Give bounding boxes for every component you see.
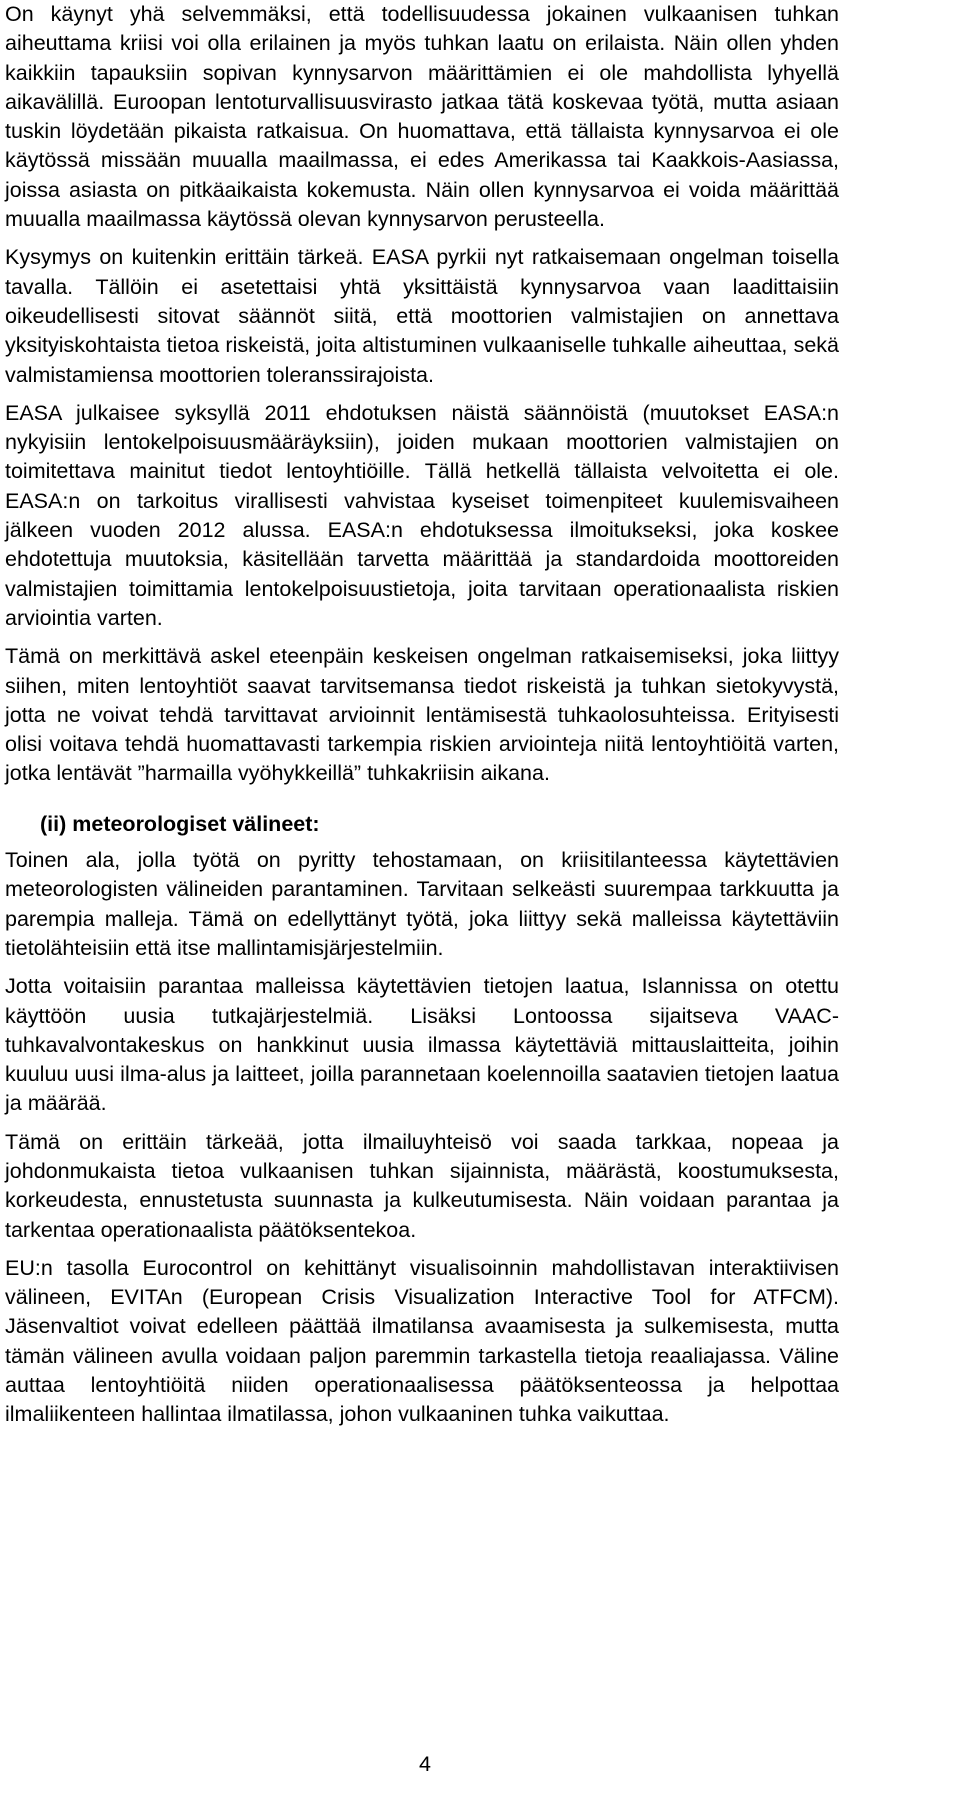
paragraph-significant-step: Tämä on merkittävä askel eteenpäin keskeisen ongelman ratkaisemiseksi, joka liittyy siihen, miten lentoyhtiöt saavat tarvitsemansa tiedot riskeistä ja tuhkan sietokyvystä, jotta ne voivat tehdä tarvittavat arvioinnit lentämisestä tuhkaolosuhteissa. Erityisesti olisi voitava tehdä huomattavasti tarkempia riskien arviointeja niitä lentoyhtiöitä varten, jotka lentävät ”harmailla vyöhykkeillä” tuhkakriisin aikana. xyxy=(5,644,839,786)
page-number: 4 xyxy=(419,1752,431,1776)
paragraph-data-quality: Jotta voitaisiin parantaa malleissa käytettävien tietojen laatua, Islannissa on otettu käyttöön uusia tutkajärjestelmiä. Lisäksi Lontoossa sijaitseva VAAC-tuhkavalvontakeskus on hankkinut uusia ilmassa käytettäviä mittauslaitteita, joihin kuuluu uusi ilma-alus ja laitteet, joilla parannetaan koelennoilla saatavien tietojen laatua ja määrää. xyxy=(5,974,839,1116)
paragraph-evita-tool: EU:n tasolla Eurocontrol on kehittänyt visualisoinnin mahdollistavan interaktiivisen välineen, EVITAn (European Crisis Visualization Interactive Tool for ATFCM). Jäsenvaltiot voivat edelleen päättää ilmatilansa avaamisesta ja sulkemisesta, mutta tämän välineen avulla voidaan paljon paremmin tarkastella tietoja reaaliajassa. Väline auttaa lentoyhtiöitä niiden operationaalisessa päätöksenteossa ja helpottaa ilmaliikenteen hallintaa ilmatilassa, johon vulkaaninen tuhka vaikuttaa. xyxy=(5,1255,839,1427)
paragraph-threshold-issue: On käynyt yhä selvemmäksi, että todellisuudessa jokainen vulkaanisen tuhkan aiheuttama kriisi voi olla erilainen ja myös tuhkan laatu on erilaista. Näin ollen yhden kaikkiin tapauksiin sopivan kynnysarvon määrittämien ei ole mahdollista lyhyellä aikavälillä. Euroopan lentoturvallisuusvirasto jatkaa tätä koskevaa työtä, mutta asiaan tuskin löydetään pikaista ratkaisua. On huomattava, että tällaista kynnysarvoa ei ole käytössä missään muualla maailmassa, ei edes Amerikassa tai Kaakkois-Aasiassa, joissa asiasta on pitkäaikaista kokemusta. Näin ollen kynnysarvoa ei voida määrittää muualla maailmassa käytössä olevan kynnysarvon perusteella. xyxy=(5,2,839,232)
paragraph-easa-approach: Kysymys on kuitenkin erittäin tärkeä. EASA pyrkii nyt ratkaisemaan ongelman toisella tavalla. Tällöin ei asetettaisi yhtä yksittäistä kynnysarvoa vaan laadittaisiin oikeudellisesti sitovat säännöt siitä, että moottorien valmistajien on annettava yksityiskohtaista tietoa riskeistä, joita altistuminen vulkaaniselle tuhkalle aiheuttaa, sekä valmistamiensa moottorien toleranssirajoista. xyxy=(5,245,839,387)
section-heading-meteorological-tools: (ii) meteorologiset välineet: xyxy=(40,811,320,836)
document-page xyxy=(5,0,839,1439)
paragraph-meteorological-tools: Toinen ala, jolla työtä on pyritty tehostamaan, on kriisitilanteessa käytettävien meteorologisten välineiden parantaminen. Tarvitaan selkeästi suurempaa tarkkuutta ja parempia malleja. Tämä on edellyttänyt työtä, joka liittyy sekä malleissa käytettäviin tietolähteisiin että itse mallintamisjärjestelmiin. xyxy=(5,848,839,960)
paragraph-accurate-information: Tämä on erittäin tärkeää, jotta ilmailuyhteisö voi saada tarkkaa, nopeaa ja johdonmukaista tietoa vulkaanisen tuhkan sijainnista, määrästä, koostumuksesta, korkeudesta, ennustetusta suunnasta ja kulkeutumisesta. Näin voidaan parantaa ja tarkentaa operationaalista päätöksentekoa. xyxy=(5,1129,839,1242)
paragraph-easa-proposal: EASA julkaisee syksyllä 2011 ehdotuksen näistä säännöistä (muutokset EASA:n nykyisiin lentokelpoisuusmääräyksiin), joiden mukaan moottorien valmistajien on toimitettava mainitut tiedot lentoyhtiöille. Tällä hetkellä tällaista velvoitetta ei ole. EASA:n on tarkoitus virallisesti vahvistaa kyseiset toimenpiteet kuulemisvaiheen jälkeen vuoden 2012 alussa. EASA:n ehdotuksessa ilmoitukseksi, joka koskee ehdotettuja muutoksia, käsitellään tarvetta määrittää ja standardoida moottoreiden valmistajien toimittamia lentokelpoisuustietoja, joita tarvitaan operationaalista riskien arviointia varten. xyxy=(5,400,839,630)
